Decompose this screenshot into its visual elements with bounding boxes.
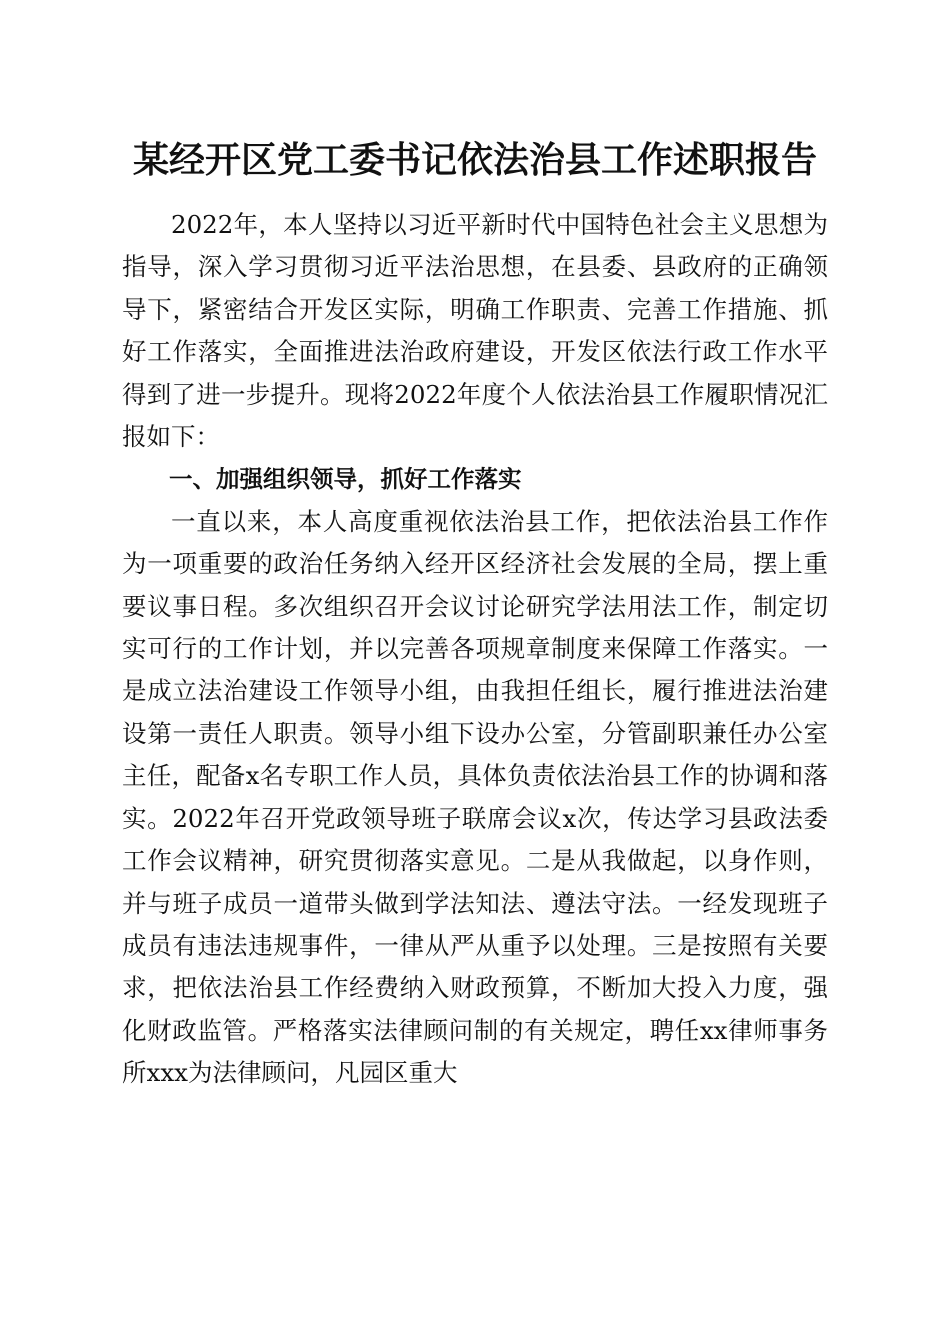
section-1-paragraph: 一直以来，本人高度重视依法治县工作，把依法治县工作作为一项重要的政治任务纳入经开区经济社会发展的全局，摆上重要议事日程。多次组织召开会议讨论研究学法用法工作，制定切实可行的工作计划，并以完善各项规章制度来保障工作落实。一是成立法治建设工作领导小组，由我担任组长，履行推进法治建设第一责任人职责。领导小组下设办公室，分管副职兼任办公室主任，配备x名专职工作人员，具体负责依法治县工作的协调和落实。2022年召开党政领导班子联席会议x次，传达学习县政法委工作会议精神，研究贯彻落实意见。二是从我做起，以身作则，并与班子成员一道带头做到学法知法、遵法守法。一经发现班子成员有违法违规事件，一律从严从重予以处理。三是按照有关要求，把依法治县工作经费纳入财政预算，不断加大投入力度，强化财政监管。严格落实法律顾问制的有关规定，聘任xx律师事务所xxx为法律顾问，凡园区重大 (122, 506, 828, 1088)
document-body (122, 204, 828, 1095)
section-1-heading: 一、加强组织领导，抓好工作落实 (169, 465, 522, 494)
document-title: 某经开区党工委书记依法治县工作述职报告 (132, 139, 817, 181)
intro-paragraph: 2022年，本人坚持以习近平新时代中国特色社会主义思想为指导，深入学习贯彻习近平法治思想，在县委、县政府的正确领导下，紧密结合开发区实际，明确工作职责、完善工作措施、抓好工作落实，全面推进法治政府建设，开发区依法行政工作水平得到了进一步提升。现将2022年度个人依法治县工作履职情况汇报如下： (122, 210, 828, 452)
